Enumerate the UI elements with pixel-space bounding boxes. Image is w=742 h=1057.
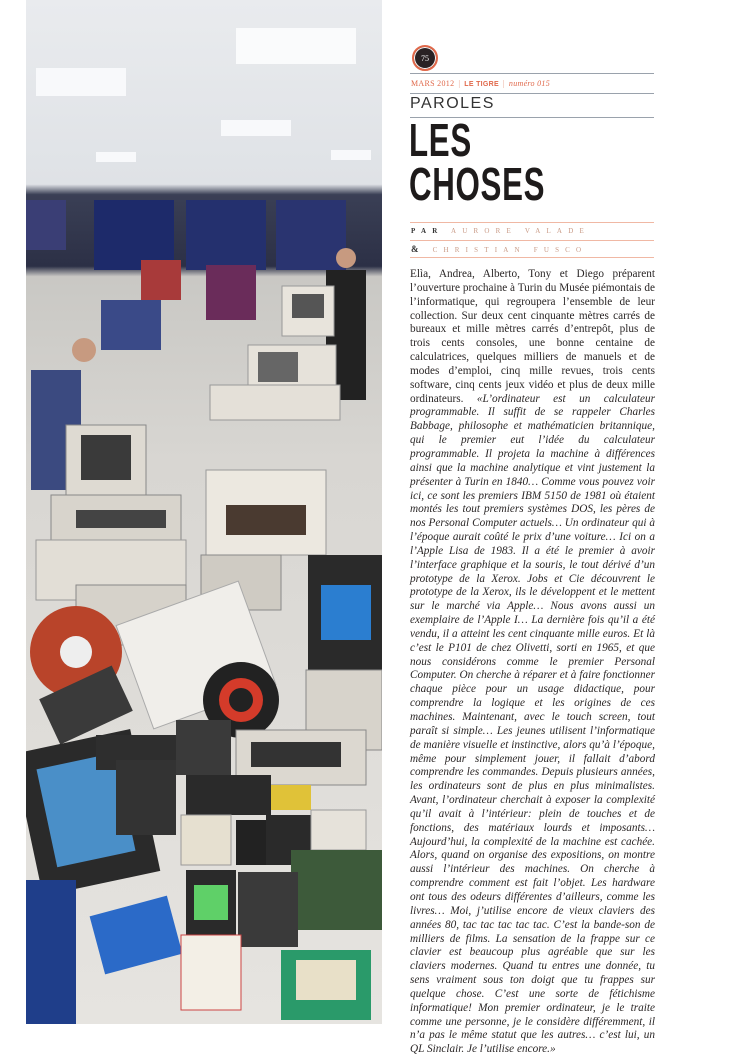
title-line-1: LES (409, 114, 472, 166)
divider (410, 73, 654, 74)
divider (410, 93, 654, 94)
issue-number: numéro 015 (508, 79, 551, 88)
byline-author-1 (411, 227, 590, 235)
section-label: PAROLES (410, 95, 495, 112)
title-line-2: CHOSES (409, 158, 546, 210)
byline-author-2 (411, 244, 587, 254)
divider (410, 222, 654, 223)
author-1: AURORE VALADE (451, 227, 590, 235)
photo-computer-collection (26, 0, 382, 1024)
and-label: & (411, 244, 425, 254)
divider (410, 257, 654, 258)
publication-name: LE TIGRE (464, 81, 499, 88)
article-body (410, 268, 655, 1057)
divider (410, 240, 654, 241)
article-title (409, 114, 546, 210)
by-label: PAR (411, 227, 444, 235)
issue-header: MARS 2012 | LE TIGRE | numéro 015 (411, 79, 551, 88)
article-quote: «L’ordinateur est un calculateur programmable. Il suffit de se rappeler Charles Babbage, philosophe et mathématicien britannique, qui le premier eut l’idée du calculateur programmable. Il projeta la machine à différences ainsi que la machine analytique et vint justement la présenter à Turin en 1840… Comme vous pouvez voir ici, ce sont les premiers IBM 5150 de 1981 où étaient montés les tout premiers systèmes DOS, les pères de nos Personal Computer actuels… Un ordinateur qui à l’époque aurait coûté le prix d’une voiture… Ici on a l’Apple Lisa de 1983. Il a été le premier à avoir l’interface graphique et la souris, le tout dérivé d’un prototype de la Xerox. Jobs et Cie découvrent le prototype de la Xerox, ils le développent et le mettent sur le marché via Apple… Nous avons aussi un exemplaire de l’Apple I… La dernière fois qu’il a été vendu, il a atteint les cent cinquante mille euros. Et là c’est le P101 de chez Olivetti, sorti en 1965, et que nous considérons comme le premier Personal Computer. On cherche à réparer et à faire fonctionner chaque pièce pour un usage didactique, pour comprendre la logique et les origines de ces machines. Maintenant, avec le touch screen, tout paraît si simple… Les jeunes utilisent l’informatique de manière visuelle et instinctive, alors qu’à l’époque, même pour simplement jouer, il fallait d’abord comprendre les commandes. Depuis plusieurs années, les ordinateurs sont de plus en plus minimalistes. Avant, l’ordinateur cherchait à exposer la complexité qu’il avait à l’intérieur: plein de touches et de fonctions, des matériaux lourds et imposants… Aujourd’hui, la complexité de la machine est cachée. Alors, quand on organise des expositions, on montre aussi l’intérieur des machines. On cherche à comprendre comment est fait l’objet. Les hardware ont tous des odeurs différentes d’ailleurs, comme les livres… Moi, j’utilise encore de vieux claviers des années 80, tac tac tac tac tac. C’est la bande-son de milliers de films. La sensation de la frappe sur ce clavier est beaucoup plus agréable que sur les claviers modernes. Quand tu entres une donnée, tu sens vraiment sous ton doigt que tu frappes sur quelque chose. C’est une sorte de fétichisme informatique! Mon premier ordinateur, je le traite comme une personne, je le considère différemment, il n’a pas le même statut que les autres… c’est lui, un QL Sinclair. Je l’utilise encore.» (410, 392, 655, 1056)
author-2: CHRISTIAN FUSCO (432, 246, 588, 254)
issue-date: MARS 2012 (411, 79, 455, 88)
article-intro: Elìa, Andrea, Alberto, Tony et Diego préparent l’ouverture prochaine à Turin du Musée piémontais de l’informatique, qui regroupera l’ensemble de leur collection. Sur deux cent cinquante mètres carrés de bureaux et mille mètres carrés d’entrepôt, plus de trois cents consoles, une bonne centaine de calculatrices, quelques milliers de manuels et de modes d’emploi, cinq mille revues, trois cents software, cinq cents jeux vidéo et plus de deux mille ordinateurs. (410, 268, 655, 405)
page-number-badge (412, 45, 438, 71)
page-number: 75 (421, 53, 429, 63)
photo-illustration (26, 0, 382, 1024)
